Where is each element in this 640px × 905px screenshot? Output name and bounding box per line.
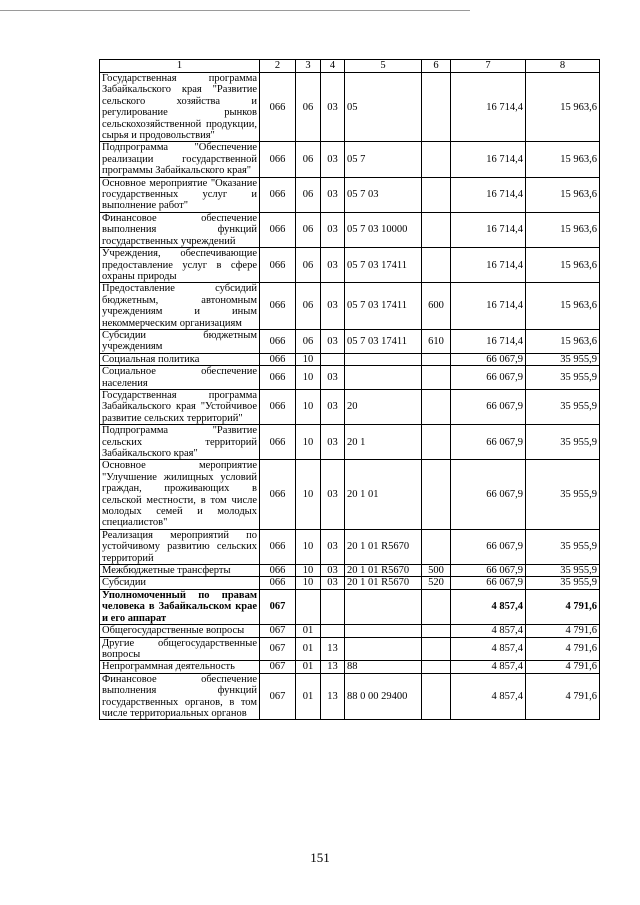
cell-amount-planned: 16 714,4 [451,73,526,142]
cell-section: 06 [296,283,321,330]
cell-expense-type: 520 [422,577,451,589]
cell-subsection: 03 [321,565,345,577]
cell-admin-code: 066 [260,212,296,247]
cell-amount-planned: 66 067,9 [451,529,526,564]
cell-target-article: 88 [345,661,422,673]
table-row [100,248,600,283]
cell-amount-actual: 4 791,6 [526,673,600,720]
cell-amount-planned: 66 067,9 [451,577,526,589]
cell-expense-type [422,661,451,673]
cell-amount-actual: 4 791,6 [526,625,600,637]
cell-expense-type [422,366,451,390]
cell-target-article: 20 1 [345,425,422,460]
cell-expense-type: 600 [422,283,451,330]
cell-admin-code: 067 [260,589,296,624]
table-row [100,529,600,564]
cell-admin-code: 066 [260,460,296,529]
cell-section: 06 [296,329,321,353]
cell-expense-type [422,142,451,177]
cell-subsection: 03 [321,577,345,589]
cell-target-article: 88 0 00 29400 [345,673,422,720]
cell-name: Уполномоченный по правам человека в Забайкальском крае и его аппарат [100,589,260,624]
cell-amount-planned: 4 857,4 [451,589,526,624]
column-header: 5 [345,60,422,73]
cell-amount-actual: 15 963,6 [526,248,600,283]
cell-name: Другие общегосударственные вопросы [100,637,260,661]
cell-name: Государственная программа Забайкальского края "Устойчивое развитие сельских территорий" [100,389,260,424]
cell-amount-planned: 16 714,4 [451,248,526,283]
cell-expense-type [422,353,451,365]
cell-name: Государственная программа Забайкальского края "Развитие сельского хозяйства и регулирование рынков сельскохозяйственной продукции, сырья и продовольствия" [100,73,260,142]
cell-name: Основное мероприятие "Оказание государственных услуг и выполнение работ" [100,177,260,212]
cell-admin-code: 066 [260,366,296,390]
cell-section: 10 [296,425,321,460]
column-header: 1 [100,60,260,73]
cell-name: Общегосударственные вопросы [100,625,260,637]
cell-target-article [345,625,422,637]
cell-name: Социальное обеспечение населения [100,366,260,390]
cell-target-article [345,366,422,390]
cell-admin-code: 066 [260,389,296,424]
cell-amount-planned: 4 857,4 [451,673,526,720]
cell-expense-type [422,529,451,564]
cell-target-article [345,589,422,624]
table-row [100,366,600,390]
cell-subsection: 03 [321,142,345,177]
cell-section: 01 [296,673,321,720]
cell-subsection: 03 [321,425,345,460]
cell-amount-actual: 15 963,6 [526,142,600,177]
cell-amount-planned: 66 067,9 [451,425,526,460]
cell-subsection [321,625,345,637]
cell-expense-type [422,248,451,283]
cell-target-article: 20 1 01 R5670 [345,529,422,564]
cell-target-article: 20 1 01 [345,460,422,529]
cell-subsection: 03 [321,283,345,330]
budget-table [99,59,600,720]
cell-subsection: 03 [321,460,345,529]
table-row [100,212,600,247]
table-row [100,353,600,365]
cell-admin-code: 067 [260,673,296,720]
cell-section: 10 [296,353,321,365]
cell-admin-code: 067 [260,661,296,673]
cell-section: 10 [296,529,321,564]
cell-expense-type [422,212,451,247]
cell-name: Основное мероприятие "Улучшение жилищных условий граждан, проживающих в сельской местности, в том числе молодых семей и молодых специалистов" [100,460,260,529]
cell-target-article: 20 [345,389,422,424]
table-row [100,73,600,142]
cell-name: Непрограммная деятельность [100,661,260,673]
cell-amount-actual: 35 955,9 [526,529,600,564]
cell-amount-planned: 66 067,9 [451,353,526,365]
cell-amount-planned: 16 714,4 [451,283,526,330]
cell-amount-planned: 16 714,4 [451,212,526,247]
cell-amount-actual: 35 955,9 [526,353,600,365]
table-row [100,565,600,577]
cell-name: Реализация мероприятий по устойчивому развитию сельских территорий [100,529,260,564]
cell-section [296,589,321,624]
cell-section: 06 [296,212,321,247]
table-row [100,577,600,589]
cell-admin-code: 066 [260,177,296,212]
cell-target-article: 05 7 03 [345,177,422,212]
cell-name: Учреждения, обеспечивающие предоставление услуг в сфере охраны природы [100,248,260,283]
cell-target-article: 05 7 [345,142,422,177]
cell-amount-actual: 4 791,6 [526,661,600,673]
cell-amount-planned: 4 857,4 [451,637,526,661]
column-header: 3 [296,60,321,73]
table-row [100,589,600,624]
cell-expense-type [422,637,451,661]
cell-subsection: 13 [321,673,345,720]
cell-section: 01 [296,637,321,661]
table-row [100,637,600,661]
cell-amount-planned: 66 067,9 [451,366,526,390]
cell-expense-type [422,73,451,142]
cell-amount-actual: 15 963,6 [526,212,600,247]
cell-target-article: 05 7 03 17411 [345,283,422,330]
cell-expense-type [422,673,451,720]
cell-subsection: 03 [321,529,345,564]
cell-subsection: 03 [321,366,345,390]
cell-admin-code: 066 [260,283,296,330]
cell-target-article: 05 7 03 17411 [345,248,422,283]
cell-expense-type [422,177,451,212]
cell-admin-code: 066 [260,529,296,564]
cell-name: Финансовое обеспечение выполнения функций государственных учреждений [100,212,260,247]
cell-amount-actual: 15 963,6 [526,73,600,142]
cell-subsection [321,353,345,365]
table-row [100,283,600,330]
cell-expense-type [422,625,451,637]
cell-target-article [345,637,422,661]
cell-amount-planned: 16 714,4 [451,177,526,212]
page-number: 151 [310,850,330,865]
cell-expense-type [422,425,451,460]
cell-section: 06 [296,177,321,212]
cell-admin-code: 066 [260,425,296,460]
cell-subsection: 03 [321,329,345,353]
table-row [100,142,600,177]
cell-name: Подпрограмма "Развитие сельских территорий Забайкальского края" [100,425,260,460]
cell-name: Предоставление субсидий бюджетным, автономным учреждениям и иным некоммерческим организациям [100,283,260,330]
cell-amount-actual: 35 955,9 [526,565,600,577]
cell-name: Социальная политика [100,353,260,365]
cell-amount-planned: 66 067,9 [451,565,526,577]
cell-admin-code: 066 [260,73,296,142]
top-rule [0,10,470,11]
cell-admin-code: 066 [260,353,296,365]
cell-amount-actual: 15 963,6 [526,329,600,353]
cell-target-article: 05 [345,73,422,142]
cell-subsection: 03 [321,212,345,247]
table-row [100,625,600,637]
column-header: 2 [260,60,296,73]
table-row [100,460,600,529]
cell-expense-type [422,389,451,424]
cell-target-article [345,353,422,365]
table-row [100,389,600,424]
cell-section: 01 [296,661,321,673]
cell-amount-planned: 66 067,9 [451,460,526,529]
cell-section: 06 [296,142,321,177]
cell-section: 10 [296,366,321,390]
cell-expense-type: 500 [422,565,451,577]
cell-admin-code: 066 [260,329,296,353]
table-row [100,177,600,212]
cell-amount-actual: 35 955,9 [526,577,600,589]
cell-target-article: 20 1 01 R5670 [345,577,422,589]
table-row [100,425,600,460]
cell-subsection: 03 [321,177,345,212]
cell-name: Субсидии бюджетным учреждениям [100,329,260,353]
cell-target-article: 20 1 01 R5670 [345,565,422,577]
cell-amount-planned: 4 857,4 [451,661,526,673]
cell-amount-planned: 4 857,4 [451,625,526,637]
cell-section: 10 [296,389,321,424]
cell-name: Субсидии [100,577,260,589]
cell-admin-code: 067 [260,637,296,661]
cell-target-article: 05 7 03 10000 [345,212,422,247]
cell-expense-type [422,589,451,624]
cell-section: 01 [296,625,321,637]
cell-section: 10 [296,577,321,589]
cell-amount-planned: 66 067,9 [451,389,526,424]
table-row [100,329,600,353]
cell-section: 10 [296,565,321,577]
cell-amount-actual: 35 955,9 [526,366,600,390]
cell-name: Финансовое обеспечение выполнения функций государственных органов, в том числе территориальных органов [100,673,260,720]
cell-name: Межбюджетные трансферты [100,565,260,577]
cell-amount-actual: 35 955,9 [526,460,600,529]
table-body [100,73,600,720]
cell-subsection: 03 [321,389,345,424]
table-row [100,661,600,673]
cell-target-article: 05 7 03 17411 [345,329,422,353]
column-header: 8 [526,60,600,73]
cell-amount-actual: 4 791,6 [526,637,600,661]
cell-amount-actual: 35 955,9 [526,389,600,424]
column-header: 4 [321,60,345,73]
cell-amount-actual: 4 791,6 [526,589,600,624]
cell-admin-code: 066 [260,565,296,577]
cell-name: Подпрограмма "Обеспечение реализации государственной программы Забайкальского края" [100,142,260,177]
cell-amount-planned: 16 714,4 [451,142,526,177]
cell-amount-planned: 16 714,4 [451,329,526,353]
cell-amount-actual: 15 963,6 [526,283,600,330]
cell-expense-type: 610 [422,329,451,353]
column-header: 6 [422,60,451,73]
cell-subsection: 03 [321,73,345,142]
cell-subsection [321,589,345,624]
cell-amount-actual: 15 963,6 [526,177,600,212]
cell-admin-code: 066 [260,577,296,589]
table-row [100,673,600,720]
cell-admin-code: 066 [260,248,296,283]
cell-admin-code: 066 [260,142,296,177]
cell-subsection: 13 [321,637,345,661]
cell-expense-type [422,460,451,529]
cell-subsection: 03 [321,248,345,283]
cell-section: 06 [296,248,321,283]
cell-amount-actual: 35 955,9 [526,425,600,460]
cell-admin-code: 067 [260,625,296,637]
column-header: 7 [451,60,526,73]
header-row [100,60,600,73]
cell-section: 10 [296,460,321,529]
cell-section: 06 [296,73,321,142]
cell-subsection: 13 [321,661,345,673]
